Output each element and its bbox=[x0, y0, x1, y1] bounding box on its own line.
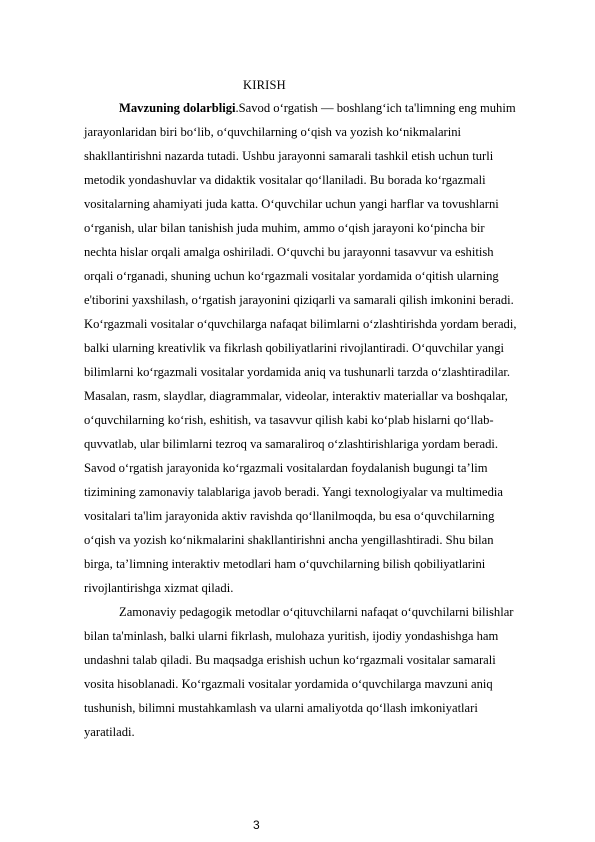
paragraph-line: Zamonaviy pedagogik metodlar o‘qituvchilarni nafaqat o‘quvchilarni bilishlar bbox=[119, 605, 514, 619]
paragraph-line: bilan ta'minlash, balki ularni fikrlash, mulohaza yuritish, ijodiy yondashishga ham bbox=[84, 629, 499, 643]
paragraph-line: vosita hisoblanadi. Ko‘rgazmali vositalar yordamida o‘quvchilarga mavzuni aniq bbox=[84, 677, 493, 691]
paragraph-line: e'tiborini yaxshilash, o‘rgatish jarayonini qiziqarli va samarali qilish imkonini beradi. bbox=[84, 293, 514, 307]
paragraph-line: rivojlantirishga xizmat qiladi. bbox=[84, 581, 234, 595]
paragraph-line: jarayonlaridan biri bo‘lib, o‘quvchilarning o‘qish va yozish ko‘nikmalarini bbox=[84, 125, 462, 139]
paragraph-line: vositalarning ahamiyati juda katta. O‘quvchilar uchun yangi harflar va tovushlarni bbox=[84, 197, 499, 211]
section-heading: KIRISH bbox=[243, 78, 286, 92]
paragraph-line: o‘qish va yozish ko‘nikmalarini shakllantirishni ancha yengillashtiradi. Shu bilan bbox=[84, 533, 494, 547]
paragraph-line: quvvatlab, ular bilimlarni tezroq va samaraliroq o‘zlashtirishlariga yordam beradi. bbox=[84, 437, 499, 451]
paragraph-line: yaratiladi. bbox=[84, 725, 135, 739]
paragraph-line: shakllantirishni nazarda tutadi. Ushbu jarayonni samarali tashkil etish uchun turli bbox=[84, 149, 494, 163]
paragraph-line: bilimlarni ko‘rgazmali vositalar yordamida aniq va tushunarli tarzda o‘zlashtiradilar. bbox=[84, 365, 511, 379]
paragraph-line: tizimining zamonaviy talablariga javob beradi. Yangi texnologiyalar va multimedia bbox=[84, 485, 503, 499]
paragraph-line: Ko‘rgazmali vositalar o‘quvchilarga nafaqat bilimlarni o‘zlashtirishda yordam beradi, bbox=[84, 317, 517, 331]
topic-relevance-label: Mavzuning dolarbligi bbox=[119, 101, 236, 115]
paragraph-line: Savod o‘rgatish jarayonida ko‘rgazmali vositalardan foydalanish bugungi ta’lim bbox=[84, 461, 488, 475]
paragraph-line: nechta hislar orqali amalga oshiriladi. O‘quvchi bu jarayonni tasavvur va eshitish bbox=[84, 245, 494, 259]
paragraph-line: metodik yondashuvlar va didaktik vositalar qo‘llaniladi. Bu borada ko‘rgazmali bbox=[84, 173, 486, 187]
line-text: .Savod o‘rgatish — boshlang‘ich ta'limning eng muhim bbox=[235, 101, 516, 115]
paragraph-line bbox=[119, 100, 516, 116]
paragraph-line: o‘quvchilarning ko‘rish, eshitish, va tasavvur qilish kabi ko‘plab hislarni qo‘llab- bbox=[84, 413, 494, 427]
paragraph-line: orqali o‘rganadi, shuning uchun ko‘rgazmali vositalar yordamida o‘qitish ularning bbox=[84, 269, 499, 283]
paragraph-line: tushunish, bilimni mustahkamlash va ularni amaliyotda qo‘llash imkoniyatlari bbox=[84, 701, 478, 715]
paragraph-line: Masalan, rasm, slaydlar, diagrammalar, videolar, interaktiv materiallar va boshqalar, bbox=[84, 389, 508, 403]
paragraph-line: balki ularning kreativlik va fikrlash qobiliyatlarini rivojlantiradi. O‘quvchilar yangi bbox=[84, 341, 505, 355]
paragraph-line: birga, ta’limning interaktiv metodlari ham o‘quvchilarning bilish qobiliyatlarini bbox=[84, 557, 486, 571]
page-number: 3 bbox=[253, 818, 260, 832]
paragraph-line: vositalari ta'lim jarayonida aktiv ravishda qo‘llanilmoqda, bu esa o‘quvchilarning bbox=[84, 509, 495, 523]
paragraph-line: o‘rganish, ular bilan tanishish juda muhim, ammo o‘qish jarayoni ko‘pincha bir bbox=[84, 221, 485, 235]
paragraph-line: undashni talab qiladi. Bu maqsadga erishish uchun ko‘rgazmali vositalar samarali bbox=[84, 653, 496, 667]
